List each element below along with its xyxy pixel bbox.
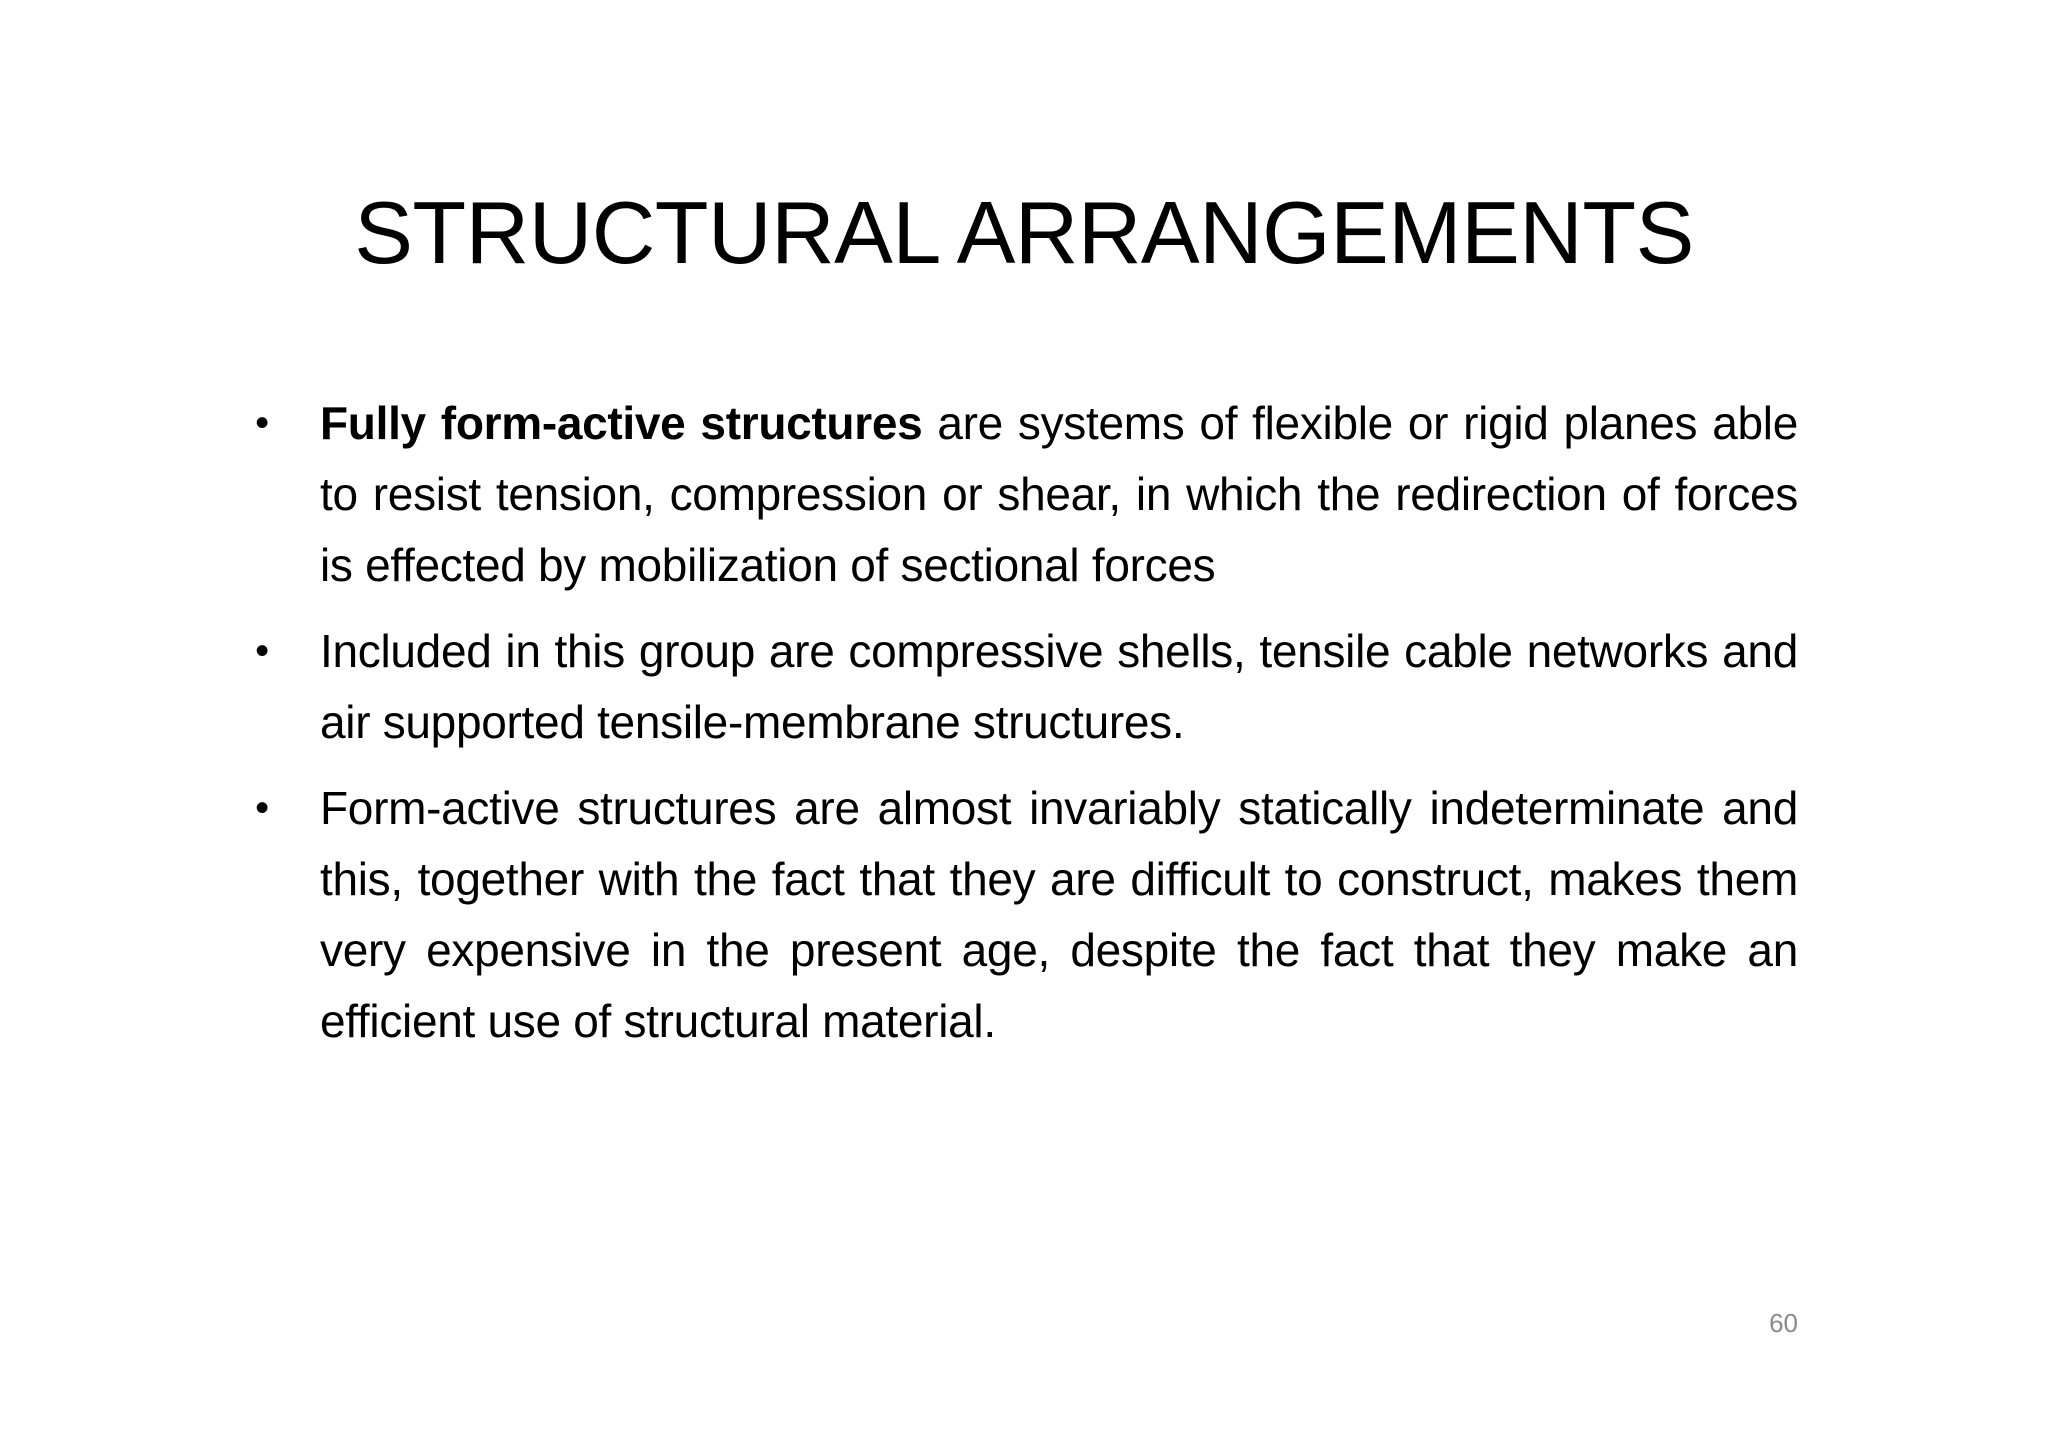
- bullet-item: [255, 616, 1798, 758]
- bullet-icon: •: [255, 401, 269, 445]
- bullet-text: are systems of flexible or rigid planes able to resist tension, compression or shear, in which the redirection of forces is effected by mobilization of sectional forces: [320, 397, 1798, 591]
- bullet-icon: •: [255, 629, 269, 673]
- bullet-item: [255, 773, 1798, 1057]
- page-number: 60: [1769, 1308, 1798, 1338]
- bullet-bold-term: Fully form-active structures: [320, 397, 923, 449]
- slide-title: STRUCTURAL ARRANGEMENTS: [354, 183, 1694, 282]
- bullet-text: Form-active structures are almost invariably statically indeterminate and this, together with the fact that they are difficult to construct, makes them very expensive in the present age, despite the fact that they make an efficient use of structural material.: [320, 782, 1798, 1047]
- bullet-text: Included in this group are compressive shells, tensile cable networks and air supported tensile-membrane structures.: [320, 625, 1798, 748]
- bullet-icon: •: [255, 786, 269, 830]
- bullet-item: [255, 388, 1798, 601]
- bullet-list: [255, 388, 1798, 1072]
